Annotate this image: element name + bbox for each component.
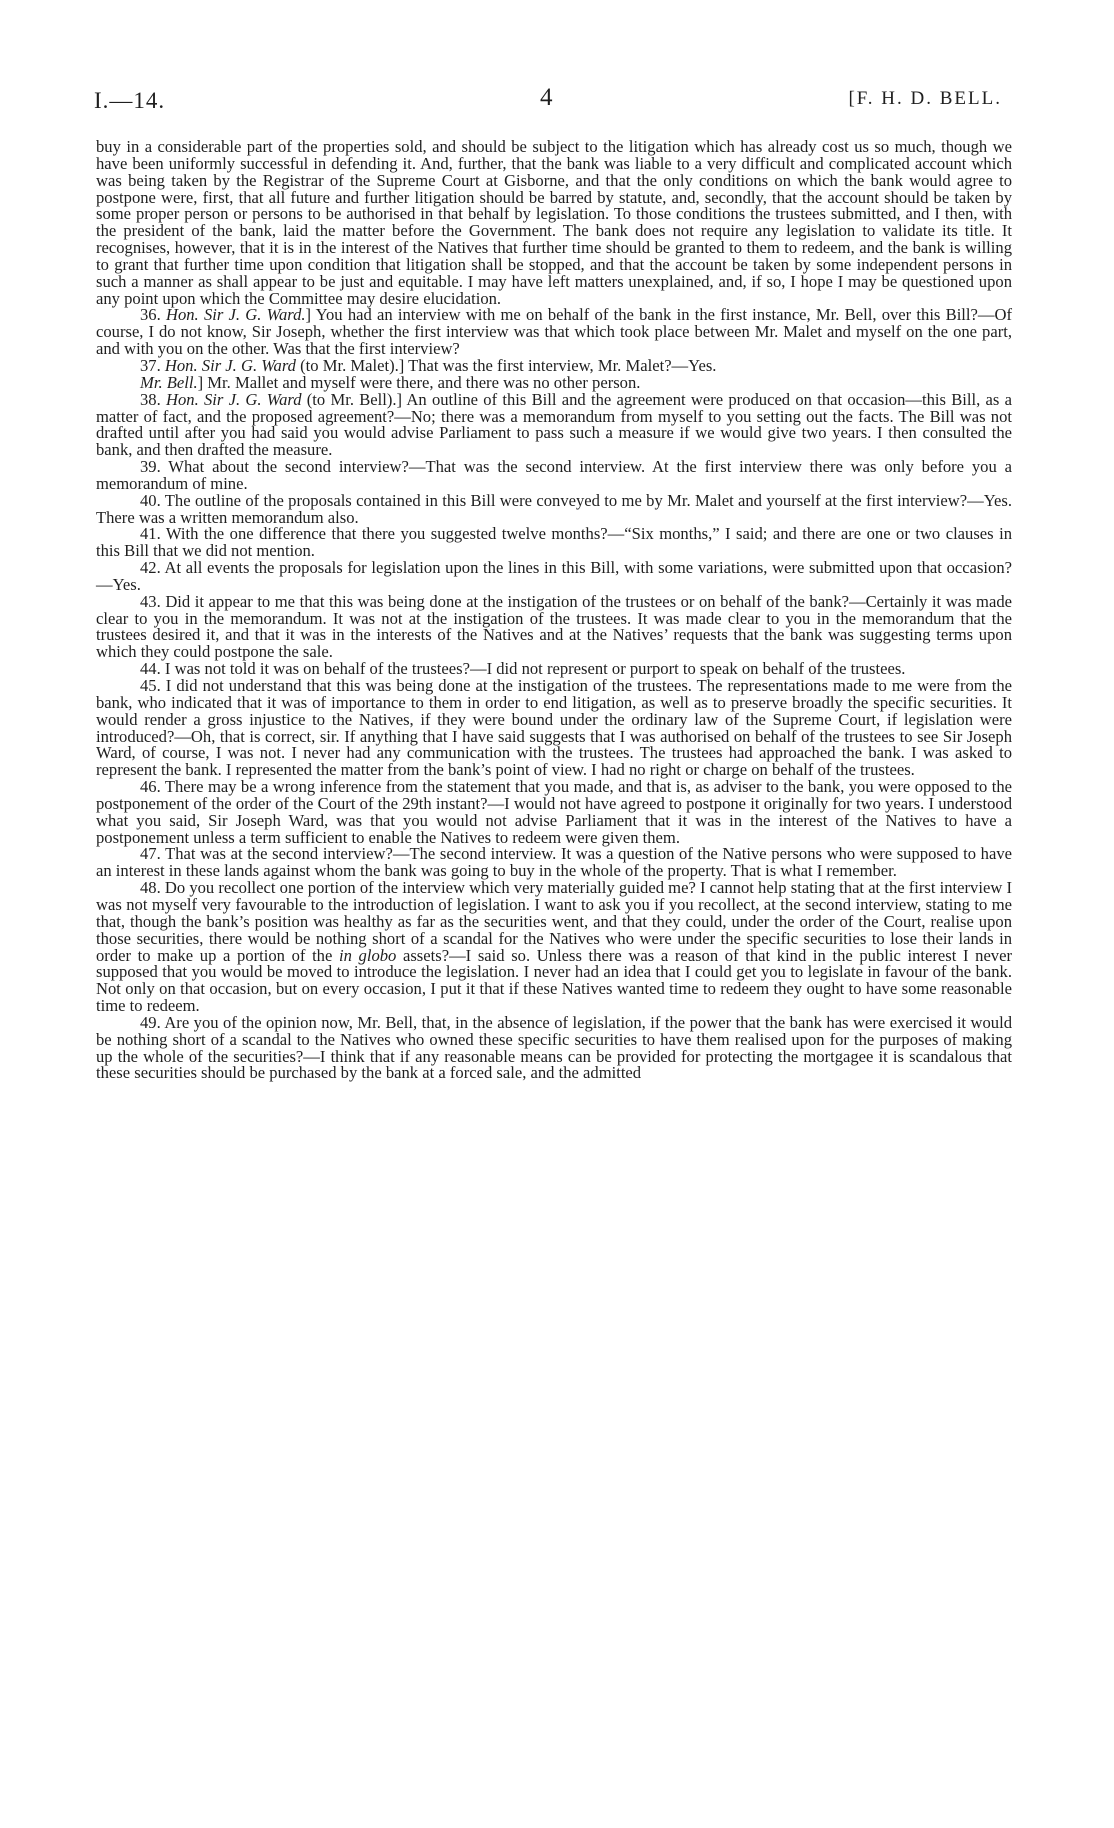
question-46: 46. There may be a wrong inference from the statement that you made, and that is, as adviser to the bank, you were opposed to the postponement of the order of the Court of the 29th instant?—I would not have agreed to postpone it originally for two years. I understood what you said, Sir Joseph Ward, was that you would not advise Parliament that it was in the interest of the Natives to have a postponement unless a term sufficient to enable the Natives to redeem were given them. — [96, 777, 1012, 847]
question-40: 40. The outline of the proposals contained in this Bill were conveyed to me by Mr. Malet and yourself at the first interview?—Yes. There was a written memorandum also. — [96, 490, 1012, 527]
question-44: 44. I was not told it was on behalf of the trustees?—I did not represent or purport to speak on behalf of the trustees. — [140, 659, 906, 679]
page-header — [94, 84, 1002, 118]
question-47: 47. That was at the second interview?—The second interview. It was a question of the Native persons who were supposed to have an interest in these lands against whom the bank was going to buy in the whole of the property. That is what I remember. — [96, 844, 1012, 881]
question-45: 45. I did not understand that this was being done at the instigation of the trustees. The representations made to me were from the bank, who indicated that it was of importance to them in order to end litigation, as well as to preserve broadly the specific securities. It would render a gross injustice to the Natives, if they were bound under the ordinary law of the Supreme Court, if legislation were introduced?—Oh, that is correct, sir. If anything that I have said suggests that I was authorised on behalf of the trustees to see Sir Joseph Ward, of course, I was not. I never had any communication with the trustees. The trustees had approached the bank. I was asked to represent the bank. I represented the matter from the bank’s point of view. I had no right or charge on behalf of the trustees. — [96, 676, 1012, 780]
document-body — [96, 139, 1012, 1082]
question-43: 43. Did it appear to me that this was being done at the instigation of the trustees or on behalf of the bank?—Certainly it was made clear to you in the memorandum. It was not at the instigation of the trustees. It was made clear to you in the memorandum that the trustees desired it, and that it was in the interests of the Natives and at the Natives’ requests that the bank was suggesting terms upon which they could postpone the sale. — [96, 591, 1012, 662]
question-36: 36. Hon. Sir J. G. Ward.] You had an interview with me on behalf of the bank in the first instance, Mr. Bell, over this Bill?—Of course, I do not know, Sir Joseph, whether the first interview was that which took place between Mr. Malet and myself on the one part, and with you on the other. Was that the first interview? — [96, 305, 1012, 359]
question-37: 37. Hon. Sir J. G. Ward (to Mr. Malet).] That was the first interview, Mr. Malet?—Yes. — [140, 355, 717, 375]
question-41: 41. With the one difference that there you suggested twelve months?—“Six months,” I said; and there are one or two clauses in this Bill that we did not mention. — [96, 524, 1012, 561]
witness-name: [F. H. D. BELL. — [848, 88, 1002, 109]
statement-mr-bell: Mr. Bell.] Mr. Mallet and myself were there, and there was no other person. — [140, 372, 641, 392]
question-38: 38. Hon. Sir J. G. Ward (to Mr. Bell).] An outline of this Bill and the agreement were produced on that occasion—this Bill, as a matter of fact, and the proposed agreement?—No; there was a memorandum from myself to you setting out the facts. The Bill was not drafted until after you had said you would advise Parliament to pass such a measure if we would give two years. I then consulted the bank, and then drafted the measure. — [96, 389, 1012, 460]
paper-reference: I.—14. — [94, 88, 166, 113]
paragraph-continuation: buy in a considerable part of the properties sold, and should be subject to the litigation which has already cost us so much, though we have been uniformly successful in defending it. And, further, that the bank was liable to a very difficult and complicated account which was being taken by the Registrar of the Supreme Court at Gisborne, and that the only conditions on which the bank would agree to postpone were, first, that all future and further litigation should be barred by statute, and, secondly, that the account should be taken by some proper person or persons to be authorised in that behalf by legislation. To those conditions the trustees submitted, and I then, with the president of the bank, laid the matter before the Government. The bank does not require any legislation to validate its title. It recognises, however, that it is in the interest of the Natives that further time should be granted to them to redeem, and the bank is willing to grant that further time upon condition that litigation shall be stopped, and that the account be taken by some independent persons in such a manner as shall appear to be just and equitable. I may have left matters unexplained, and, if so, I hope I may be questioned upon any point upon which the Committee may desire elucidation. — [96, 137, 1012, 308]
question-49: 49. Are you of the opinion now, Mr. Bell, that, in the absence of legislation, if the power that the bank has were exercised it would be nothing short of a scandal to the Natives who owned these specific securities to have them realised upon for the purposes of making up the whole of the securities?—I think that if any reasonable means can be provided for protecting the mortgagee it is scandalous that these securities should be purchased by the bank at a forced sale, and the admitted — [96, 1012, 1012, 1083]
page-number: 4 — [540, 84, 553, 111]
question-42: 42. At all events the proposals for legislation upon the lines in this Bill, with some variations, were submitted upon that occasion?—Yes. — [96, 558, 1012, 594]
question-39: 39. What about the second interview?—That was the second interview. At the first interview there was only before you a memorandum of mine. — [96, 457, 1012, 493]
question-48: 48. Do you recollect one portion of the interview which very materially guided me? I cannot help stating that at the first interview I was not myself very favourable to the introduction of legislation. I want to ask you if you recollect, at the second interview, stating to me that, though the bank’s position was healthy as far as the securities went, and that they could, under the order of the Court, realise upon those securities, there would be nothing short of a scandal for the Natives who were under the specific securities to lose their lands in order to make up a portion of the in globo assets?—I said so. Unless there was a reason of that kind in the public interest I never supposed that you would be moved to introduce the legislation. I never had an idea that I could get you to legislate in favour of the bank. Not only on that occasion, but on every occasion, I put it that if these Natives wanted time to redeem they ought to have some reasonable time to redeem. — [96, 878, 1012, 1016]
